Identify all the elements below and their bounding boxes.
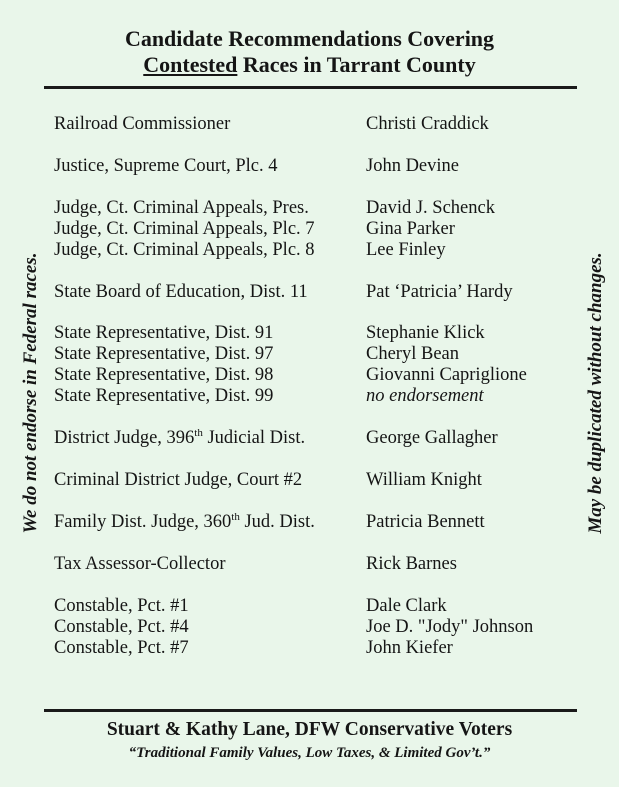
recommendation-row xyxy=(54,554,574,575)
recommendation-row xyxy=(54,344,574,365)
candidate-name: Christi Craddick xyxy=(366,114,489,134)
office-label: Justice, Supreme Court, Plc. 4 xyxy=(54,156,278,176)
office-label: State Representative, Dist. 97 xyxy=(54,344,274,364)
candidate-name: Stephanie Klick xyxy=(366,323,485,343)
recommendation-row xyxy=(54,114,574,135)
recommendation-row xyxy=(54,219,574,240)
right-side-note: May be duplicated without changes. xyxy=(585,252,606,534)
office-label: Constable, Pct. #4 xyxy=(54,617,189,637)
office-label: Judge, Ct. Criminal Appeals, Pres. xyxy=(54,198,309,218)
recommendation-row xyxy=(54,428,574,449)
office-label: State Board of Education, Dist. 11 xyxy=(54,282,308,302)
title-line-1: Candidate Recommendations Covering xyxy=(124,26,495,51)
office-label: Judge, Ct. Criminal Appeals, Plc. 7 xyxy=(54,219,315,239)
candidate-name: William Knight xyxy=(366,470,482,490)
recommendation-row xyxy=(54,240,574,261)
candidate-name: David J. Schenck xyxy=(366,198,495,218)
candidate-name: Cheryl Bean xyxy=(366,344,459,364)
candidate-name: Pat ‘Patricia’ Hardy xyxy=(366,282,513,302)
candidate-name: Lee Finley xyxy=(366,240,446,260)
office-label-text: District Judge, 396 xyxy=(54,428,195,448)
candidate-name: Patricia Bennett xyxy=(366,512,485,532)
office-label: Criminal District Judge, Court #2 xyxy=(54,470,303,490)
top-divider xyxy=(44,86,577,89)
bottom-divider xyxy=(44,709,577,712)
title-underlined-word: Contested xyxy=(143,52,238,77)
footer-slogan: “Traditional Family Values, Low Taxes, & Limited Gov’t.” xyxy=(128,745,491,761)
office-label: Constable, Pct. #7 xyxy=(54,638,189,658)
ordinal-suffix: th xyxy=(231,511,240,523)
title-line-2 xyxy=(0,52,619,78)
candidate-name: Giovanni Capriglione xyxy=(366,365,527,385)
recommendation-row xyxy=(54,512,574,533)
recommendation-row xyxy=(54,323,574,344)
recommendation-row xyxy=(54,617,574,638)
candidate-name: Dale Clark xyxy=(366,596,447,616)
recommendation-row xyxy=(54,596,574,617)
office-label: Judge, Ct. Criminal Appeals, Plc. 8 xyxy=(54,240,315,260)
office-label: State Representative, Dist. 98 xyxy=(54,365,274,385)
candidate-name: no endorsement xyxy=(366,386,484,406)
page-title xyxy=(0,26,619,78)
candidate-name: Joe D. "Jody" Johnson xyxy=(366,617,534,637)
recommendation-row xyxy=(54,198,574,219)
footer-organization: Stuart & Kathy Lane, DFW Conservative Voters xyxy=(106,719,513,740)
title-line-2-rest: Races in Tarrant County xyxy=(237,52,476,77)
office-label-text: Family Dist. Judge, 360 xyxy=(54,512,232,532)
office-label: Railroad Commissioner xyxy=(54,114,231,134)
recommendation-row xyxy=(54,365,574,386)
office-label-text: Jud. Dist. xyxy=(239,512,315,532)
office-label: Tax Assessor-Collector xyxy=(54,554,226,574)
recommendation-row xyxy=(54,638,574,659)
candidate-name: John Devine xyxy=(366,156,459,176)
office-label xyxy=(54,512,315,533)
recommendation-row xyxy=(54,282,574,303)
recommendation-row xyxy=(54,470,574,491)
ordinal-suffix: th xyxy=(194,427,203,439)
candidate-name: Rick Barnes xyxy=(366,554,457,574)
office-label: Constable, Pct. #1 xyxy=(54,596,189,616)
candidate-name: George Gallagher xyxy=(366,428,498,448)
candidate-name: John Kiefer xyxy=(366,638,453,658)
candidate-name: Gina Parker xyxy=(366,219,455,239)
office-label: State Representative, Dist. 99 xyxy=(54,386,274,406)
recommendation-row xyxy=(54,156,574,177)
left-side-note: We do not endorse in Federal races. xyxy=(20,252,41,534)
office-label xyxy=(54,428,305,449)
office-label: State Representative, Dist. 91 xyxy=(54,323,274,343)
recommendation-row xyxy=(54,386,574,407)
office-label-text: Judicial Dist. xyxy=(202,428,306,448)
